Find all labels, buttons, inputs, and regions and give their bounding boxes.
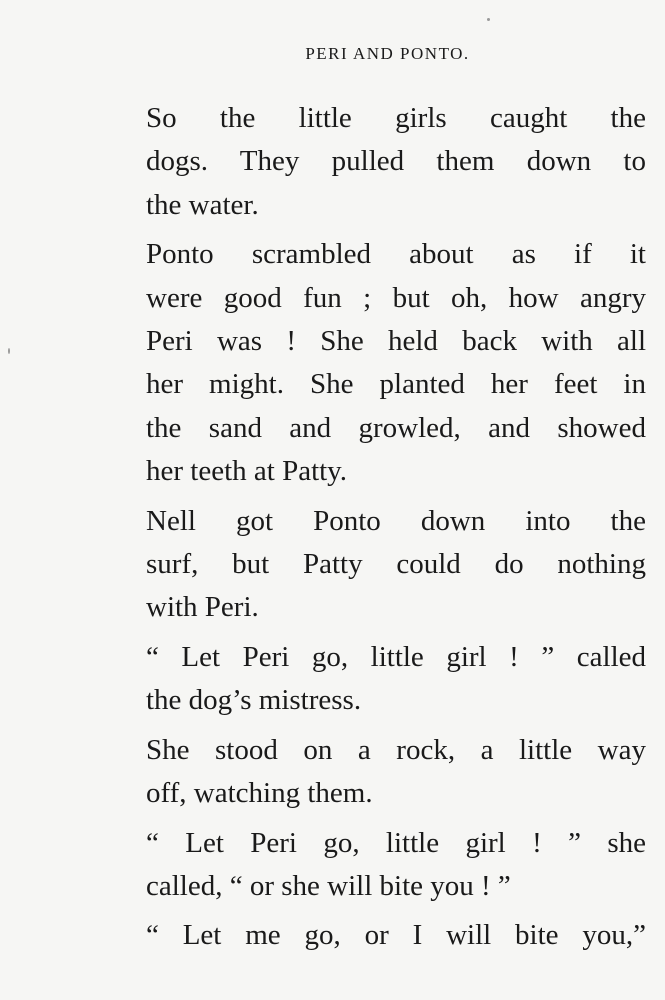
- text-line: the water.: [146, 188, 259, 221]
- paper-speck: [487, 18, 490, 21]
- paragraph-1: [106, 97, 646, 227]
- text-line: Ponto scrambled about as if it: [146, 238, 646, 271]
- text-line: called, “ or she will bite you ! ”: [146, 869, 511, 902]
- paragraph-3: [106, 494, 646, 630]
- text-line: surf, but Patty could do nothing: [146, 548, 646, 581]
- text-line: the dog’s mistress.: [146, 684, 362, 717]
- paragraph-5: [106, 723, 646, 816]
- text-line: Nell got Ponto down into the: [146, 504, 646, 537]
- text-line: the sand and growled, and showed: [146, 411, 646, 444]
- text-line: So the little girls caught the: [146, 102, 646, 134]
- text-line: Peri was ! She held back with all: [146, 325, 646, 358]
- text-line: dogs. They pulled them down to: [146, 145, 646, 178]
- paragraph-6: [106, 816, 646, 909]
- paragraph-7: [106, 908, 646, 957]
- text-line: her teeth at Patty.: [146, 455, 348, 488]
- paper-speck: [8, 348, 10, 354]
- text-line: “ Let Peri go, little girl ! ” she: [146, 826, 646, 859]
- paragraph-4: [106, 630, 646, 723]
- text-line: were good fun ; but oh, how angry: [146, 281, 646, 314]
- text-line: off, watching them.: [146, 777, 373, 810]
- body-text: [106, 97, 646, 958]
- text-line: “ Let Peri go, little girl ! ” called: [146, 640, 646, 673]
- text-line: with Peri.: [146, 591, 259, 624]
- paragraph-2: [106, 227, 646, 493]
- text-line: “ Let me go, or I will bite you,”: [146, 919, 646, 952]
- running-head: PERI AND PONTO.: [305, 44, 470, 63]
- text-line: She stood on a rock, a little way: [146, 733, 646, 766]
- text-line: her might. She planted her feet in: [146, 368, 646, 401]
